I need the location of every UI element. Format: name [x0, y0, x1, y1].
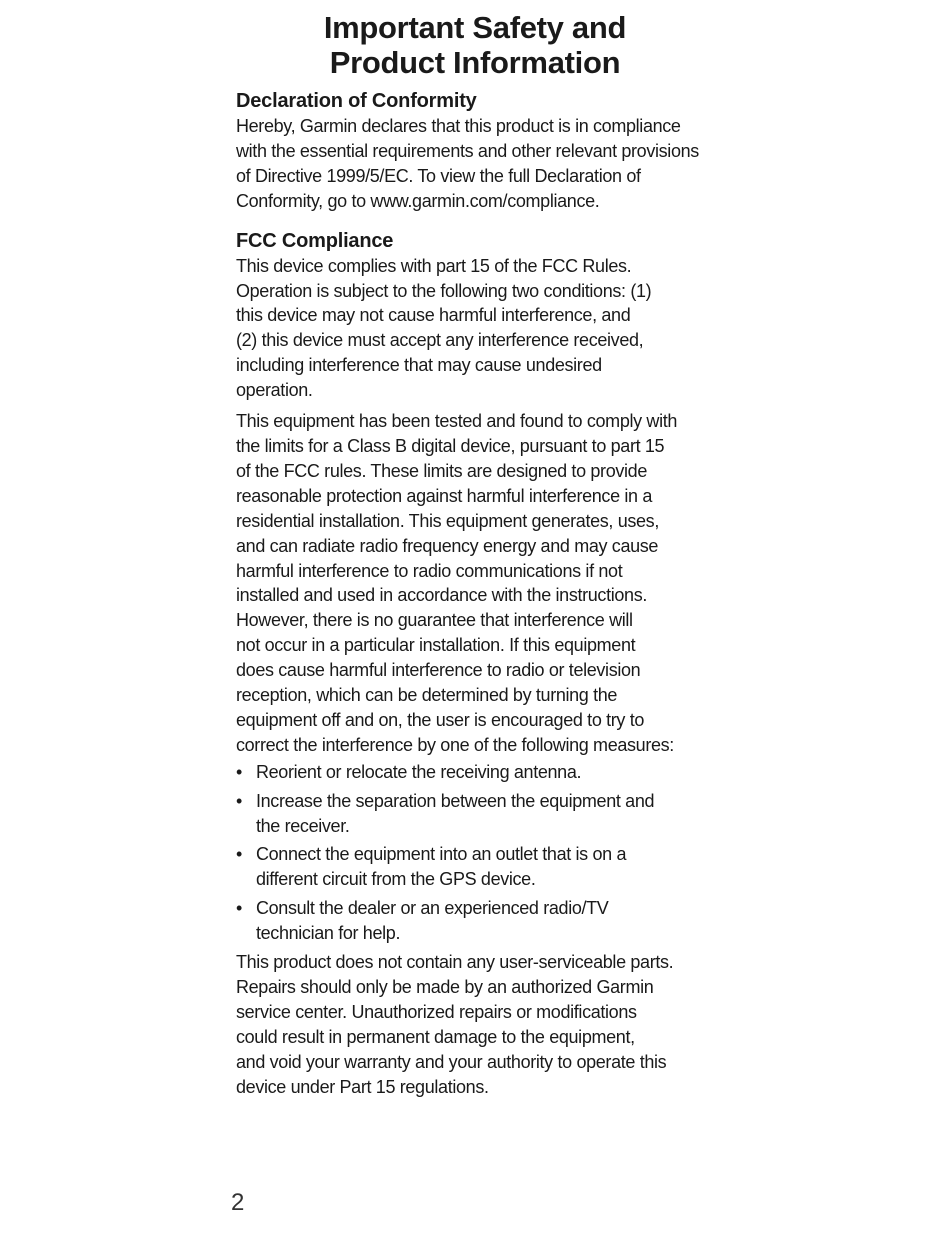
bullet-icon: • — [236, 844, 242, 865]
measures-list — [236, 760, 736, 946]
fcc-paragraph-1: This device complies with part 15 of the FCC Rules. Operation is subject to the following two conditions: (1) this device may not cause harmful interference, and (2) this device must accept any interference received, including interference that may cause undesired operation. — [236, 255, 652, 401]
document-body — [236, 88, 736, 1100]
fcc-paragraph-3: This product does not contain any user-serviceable parts. Repairs should only be made by an authorized Garmin service center. Unauthorized repairs or modifications could result in permanent damage to the equipment, and void your warranty and your authority to operate this device under Part 15 regulations. — [236, 952, 674, 1097]
declaration-heading: Declaration of Conformity — [236, 90, 477, 112]
list-item — [236, 842, 736, 892]
list-item — [236, 760, 736, 785]
bullet-icon: • — [236, 898, 242, 919]
page-title — [0, 10, 950, 80]
list-item-text: Connect the equipment into an outlet that is on a different circuit from the GPS device. — [256, 844, 627, 890]
page-title-line-2: Product Information — [329, 45, 621, 80]
fcc-paragraph-2: This equipment has been tested and found to comply with the limits for a Class B digital device, pursuant to part 15 of the FCC rules. These limits are designed to provide reasonable protection against harmful interference in a residential installation. This equipment generates, uses, and can radiate radio frequency energy and may cause harmful interference to radio communications if not installed and used in accordance with the instructions. However, there is no guarantee that interference will not occur in a particular installation. If this equipment does cause harmful interference to radio or television reception, which can be determined by turning the equipment off and on, the user is encouraged to try to correct the interference by one of the following measures: — [236, 411, 678, 755]
list-item-text: Reorient or relocate the receiving antenna. — [256, 761, 582, 782]
page-title-line-1: Important Safety and — [323, 10, 627, 45]
list-item — [236, 789, 736, 839]
bullet-icon: • — [236, 761, 242, 782]
list-item-text: Increase the separation between the equipment and the receiver. — [256, 790, 655, 836]
fcc-heading: FCC Compliance — [236, 229, 394, 252]
list-item — [236, 896, 736, 946]
bullet-icon: • — [236, 790, 242, 811]
list-item-text: Consult the dealer or an experienced radio/TV technician for help. — [256, 898, 609, 944]
declaration-text: Hereby, Garmin declares that this product is in compliance with the essential requirements and other relevant provisions of Directive 1999/5/EC. To view the full Declaration of Conformity, go to www.garmin.com/compliance. — [236, 116, 699, 211]
page-number: 2 — [231, 1189, 245, 1216]
